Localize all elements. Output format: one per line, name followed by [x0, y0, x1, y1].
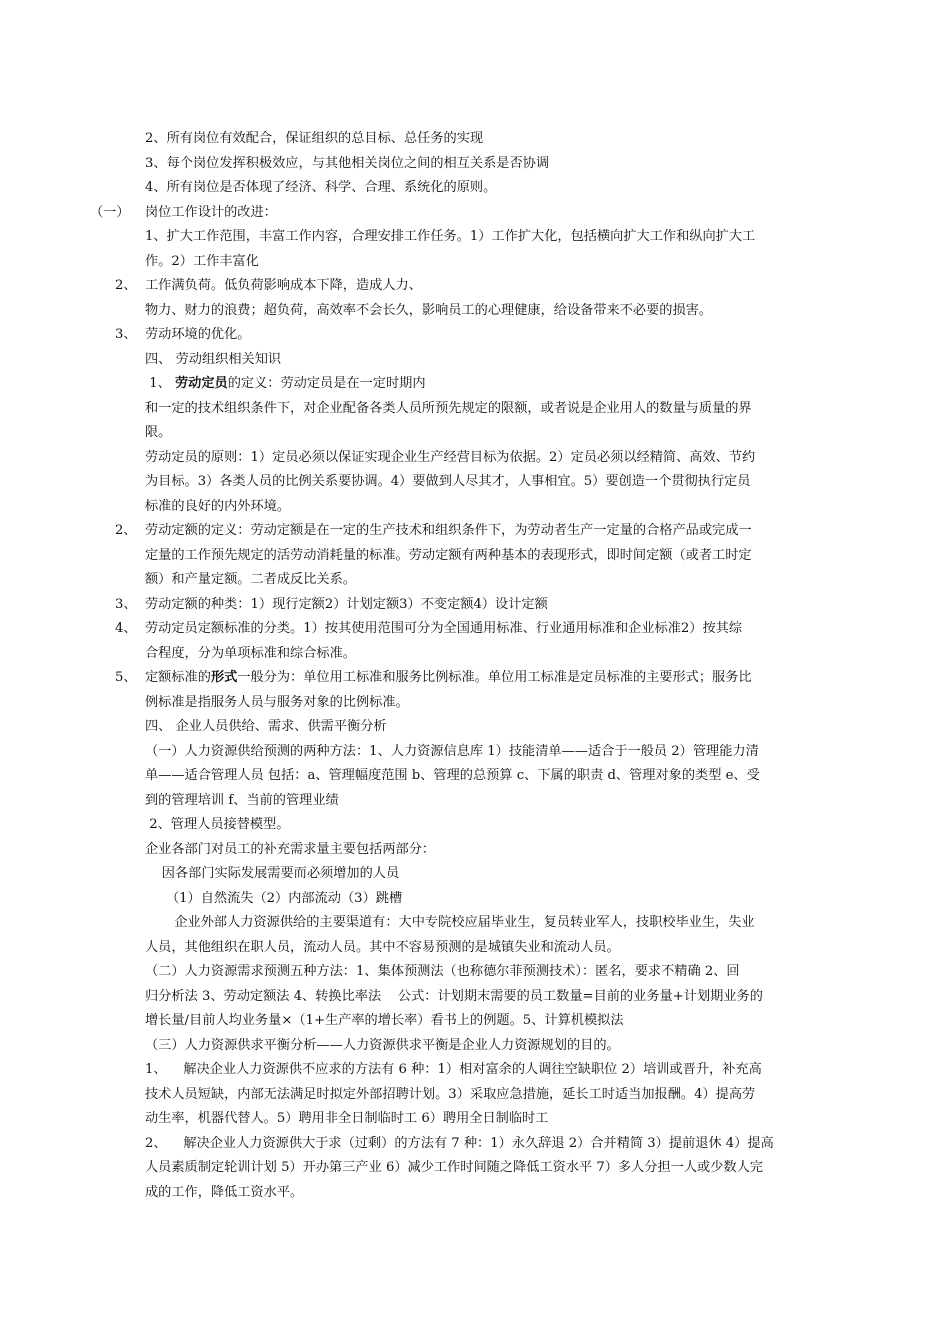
text-line [0, 1181, 950, 1206]
line-text: 4、所有岗位是否体现了经济、科学、合理、系统化的原则。 [145, 180, 497, 195]
line-text-prefix: 1、 [145, 376, 175, 391]
line-text: 企业外部人力资源供给的主要渠道有：大中专院校应届毕业生，复员转业军人，技职校毕业生，失业 [145, 915, 755, 930]
line-text: 1、扩大工作范围，丰富工作内容，合理安排工作任务。1）工作扩大化，包括横向扩大工作和纵向扩大工 [145, 229, 756, 244]
text-line [0, 911, 950, 936]
line-text: 合程度，分为单项标准和综合标准。 [145, 645, 356, 661]
line-text: （一）人力资源供给预测的两种方法：1、人力资源信息库 1）技能清单——适合于一般员 2）管理能力清 [145, 743, 759, 759]
line-text: 成的工作，降低工资水平。 [145, 1184, 304, 1200]
line-text: 技术人员短缺，内部无法满足时拟定外部招聘计划。3）采取应急措施，延长工时适当加报酬。4）提高劳 [145, 1086, 756, 1102]
section-heading [0, 201, 950, 226]
text-line [0, 1034, 950, 1059]
text-line [0, 887, 950, 912]
line-text: 2、管理人员接替模型。 [145, 817, 290, 832]
list-item [0, 519, 950, 544]
line-text: 人员素质制定轮训计划 5）开办第三产业 6）减少工作时间随之降低工资水平 7）多人分担一人或少数人完 [145, 1160, 763, 1175]
list-number: 5、 [115, 670, 137, 685]
line-text: 四、 企业人员供给、需求、供需平衡分析 [145, 719, 387, 734]
text-line [0, 176, 950, 201]
text-line [0, 1058, 950, 1083]
text-line [0, 1107, 950, 1132]
text-line [0, 127, 950, 152]
line-text: 标准的良好的内外环境。 [145, 498, 291, 514]
line-text: 因各部门实际发展需要而必须增加的人员 [145, 866, 400, 881]
text-line [0, 1156, 950, 1181]
text-line [0, 740, 950, 765]
line-text: 为目标。3）各类人员的比例关系要协调。4）要做到人尽其才，人事相宜。5）要创造一个贯彻执行定员 [145, 474, 751, 489]
list-number: 3、 [115, 596, 137, 612]
text-line [0, 372, 950, 397]
line-text: 归分析法 3、劳动定额法 4、转换比率法 公式：计划期末需要的员工数量=目前的业务量+计划期业务的 [145, 988, 763, 1004]
line-text: （二）人力资源需求预测五种方法：1、集体预测法（也称德尔菲预测技术）：匿名，要求不精确 2、回 [145, 964, 740, 979]
list-item [0, 323, 950, 348]
line-text: 增长量/目前人均业务量×（1+生产率的增长率）看书上的例题。5、计算机模拟法 [145, 1013, 624, 1028]
bold-term: 劳动定员 [174, 376, 228, 391]
line-text: 劳动定额的定义：劳动定额是在一定的生产技术和组织条件下，为劳动者生产一定量的合格产品或完成一 [145, 523, 752, 538]
section-number: （一） [90, 204, 130, 220]
list-item [0, 274, 950, 299]
text-line [0, 495, 950, 520]
text-line [0, 152, 950, 177]
line-text: 物力、财力的浪费；超负荷，高效率不会长久，影响员工的心理健康，给设备带来不必要的损害。 [145, 302, 713, 318]
line-text: 到的管理培训 f、当前的管理业绩 [145, 792, 339, 808]
line-text: 工作满负荷。低负荷影响成本下降，造成人力、 [145, 278, 422, 293]
text-line [0, 838, 950, 863]
list-item [0, 617, 950, 642]
text-line [0, 250, 950, 275]
line-text: 3、每个岗位发挥积极效应，与其他相关岗位之间的相互关系是否协调 [145, 155, 550, 171]
line-text-prefix: 定额标准的 [145, 670, 211, 685]
line-text: 2、 解决企业人力资源供大于求（过剩）的方法有 7 种：1）永久辞退 2）合并精简 3）提前退休 4）提高 [145, 1135, 774, 1151]
line-text: 岗位工作设计的改进： [145, 204, 277, 220]
line-text: 劳动环境的优化。 [145, 327, 251, 342]
section-heading [0, 348, 950, 373]
line-text: 和一定的技术组织条件下，对企业配备各类人员所预先规定的限额，或者说是企业用人的数量与质量的界 [145, 400, 752, 416]
text-line [0, 691, 950, 716]
line-text [145, 666, 752, 691]
line-text: 劳动定员的原则：1）定员必须以保证实现企业生产经营目标为依据。2）定员必须以经精简、高效、节约 [145, 449, 756, 465]
text-line [0, 1083, 950, 1108]
text-line [0, 862, 950, 887]
line-text: 作。2）工作丰富化 [145, 253, 259, 269]
text-line [0, 544, 950, 569]
line-text: 劳动定员定额标准的分类。1）按其使用范围可分为全国通用标准、行业通用标准和企业标准2）按其综 [145, 621, 743, 636]
text-line [0, 568, 950, 593]
line-text: （三）人力资源供求平衡分析——人力资源供求平衡是企业人力资源规划的目的。 [145, 1037, 620, 1053]
line-text: 四、 劳动组织相关知识 [145, 351, 282, 367]
text-line [0, 642, 950, 667]
text-line [0, 470, 950, 495]
text-line [0, 446, 950, 471]
line-text: 动生率，机器代替人。5）聘用非全日制临时工 6）聘用全日制临时工 [145, 1111, 549, 1126]
text-line [0, 421, 950, 446]
line-text: 劳动定额的种类：1）现行定额2）计划定额3）不变定额4）设计定额 [145, 596, 548, 612]
line-text: （1）自然流失（2）内部流动（3）跳槽 [145, 890, 403, 906]
text-line [0, 813, 950, 838]
bold-term: 形式 [210, 670, 238, 685]
document-body [0, 127, 950, 1205]
line-text: 企业各部门对员工的补充需求量主要包括两部分： [145, 841, 436, 857]
text-line [0, 1132, 950, 1157]
text-line [0, 789, 950, 814]
line-text: 人员，其他组织在职人员，流动人员。其中不容易预测的是城镇失业和流动人员。 [145, 939, 620, 955]
line-text: 1、 解决企业人力资源供不应求的方法有 6 种：1）相对富余的人调往空缺职位 2）培训或晋升，补充高 [145, 1062, 762, 1077]
line-text: 限。 [145, 425, 172, 440]
text-line [0, 397, 950, 422]
line-text-suffix: 的定义：劳动定员是在一定时期内 [227, 376, 426, 391]
line-text: 单——适合管理人员 包括：a、管理幅度范围 b、管理的总预算 c、下属的职责 d、管理对象的类型 e、受 [145, 768, 760, 783]
line-text: 2、所有岗位有效配合，保证组织的总目标、总任务的实现 [145, 131, 484, 146]
text-line [0, 936, 950, 961]
line-text-suffix: 一般分为：单位用工标准和服务比例标准。单位用工标准是定员标准的主要形式；服务比 [237, 670, 752, 685]
list-number: 4、 [115, 621, 137, 636]
text-line [0, 960, 950, 985]
text-line [0, 985, 950, 1010]
list-item [0, 593, 950, 618]
text-line [0, 299, 950, 324]
text-line [0, 1009, 950, 1034]
line-text: 定量的工作预先规定的活劳动消耗量的标准。劳动定额有两种基本的表现形式，即时间定额（或者工时定 [145, 547, 752, 563]
line-text: 例标准是指服务人员与服务对象的比例标准。 [145, 694, 409, 710]
line-text [145, 372, 426, 397]
list-number: 3、 [115, 327, 137, 342]
list-number: 2、 [115, 523, 137, 538]
list-item [0, 666, 950, 691]
list-number: 2、 [115, 278, 137, 293]
text-line [0, 764, 950, 789]
text-line [0, 225, 950, 250]
line-text: 额）和产量定额。二者成反比关系。 [145, 572, 356, 587]
section-heading [0, 715, 950, 740]
